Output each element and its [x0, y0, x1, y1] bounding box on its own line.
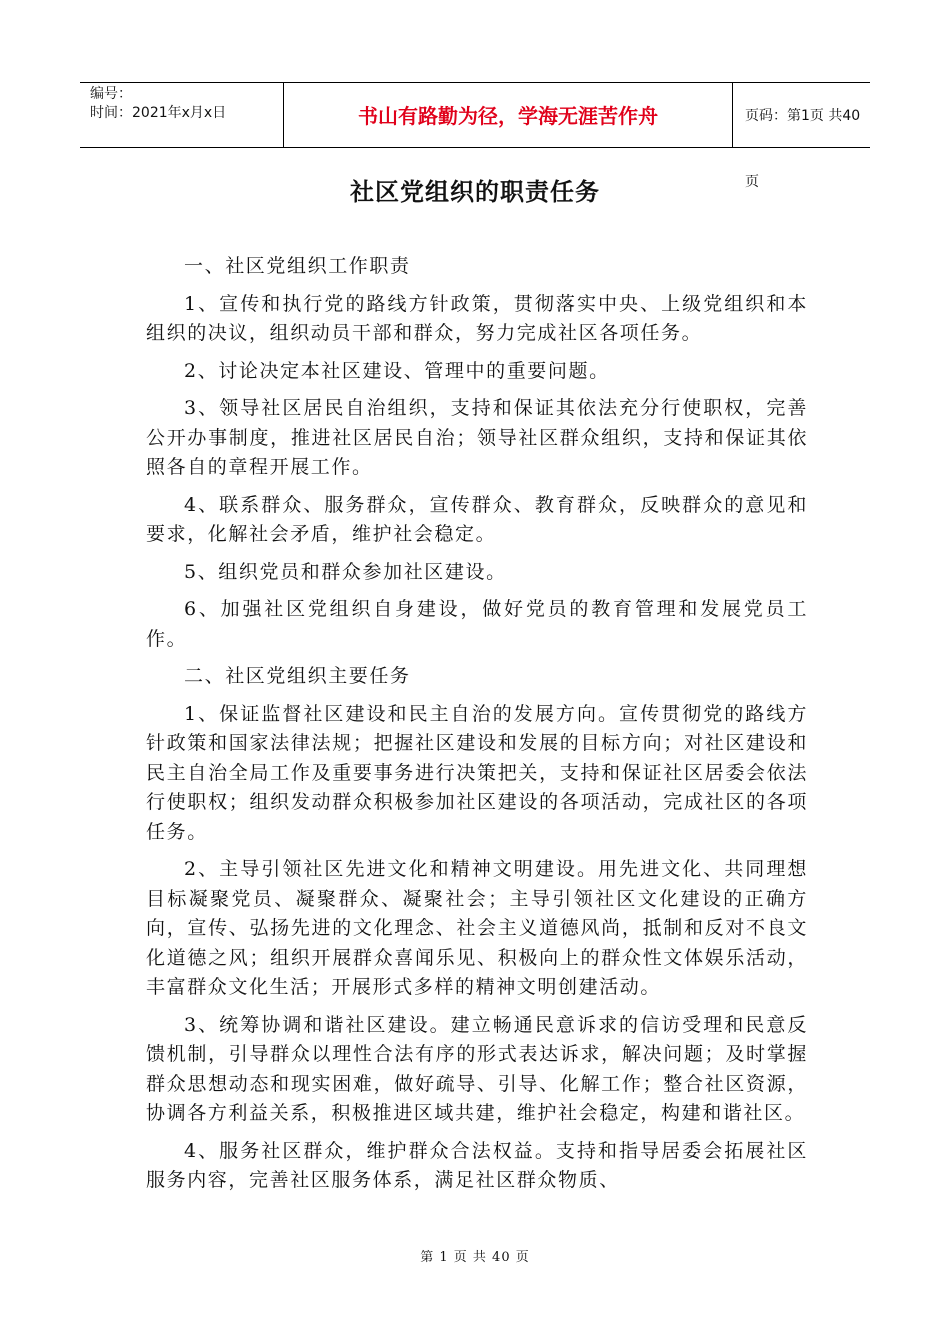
- paragraph: 4、联系群众、服务群众，宣传群众、教育群众，反映群众的意见和要求，化解社会矛盾，维护社会稳定。: [146, 493, 808, 545]
- header-motto: 书山有路勤为径，学海无涯苦作舟: [283, 83, 733, 147]
- document-header: [80, 82, 870, 190]
- section-heading-1: 一、社区党组织工作职责: [184, 255, 411, 277]
- paragraph: 2、主导引领社区先进文化和精神文明建设。用先进文化、共同理想目标凝聚党员、凝聚群众、凝聚社会；主导引领社区文化建设的正确方向，宣传、弘扬先进的文化理念、社会主义道德风尚，抵制和反对不良文化道德之风；组织开展群众喜闻乐见、积极向上的群众性文体娱乐活动，丰富群众文化生活；开展形式多样的精神文明创建活动。: [146, 858, 808, 998]
- paragraph: 1、宣传和执行党的路线方针政策，贯彻落实中央、上级党组织和本组织的决议，组织动员干部和群众，努力完成社区各项任务。: [146, 292, 808, 344]
- paragraph: 5、组织党员和群众参加社区建设。: [184, 560, 507, 583]
- section-heading-2: 二、社区党组织主要任务: [184, 665, 411, 687]
- document-number-label: 编号：: [90, 86, 132, 102]
- header-page-code: 页码：第1页 共40页: [745, 108, 861, 190]
- paragraph: 6、加强社区党组织自身建设，做好党员的教育管理和发展党员工作。: [146, 598, 808, 650]
- paragraph: 2、讨论决定本社区建设、管理中的重要问题。: [184, 359, 610, 382]
- header-meta: [80, 83, 283, 147]
- paragraph: 3、统筹协调和谐社区建设。建立畅通民意诉求的信访受理和民意反馈机制，引导群众以理性合法有序的形式表达诉求，解决问题；及时掌握群众思想动态和现实困难，做好疏导、引导、化解工作；整合社区资源，协调各方利益关系，积极推进区域共建，维护社会稳定，构建和谐社区。: [146, 1013, 808, 1124]
- paragraph: 4、服务社区群众，维护群众合法权益。支持和指导居委会拓展社区服务内容，完善社区服务体系，满足社区群众物质、: [146, 1139, 808, 1191]
- paragraph: 3、领导社区居民自治组织，支持和保证其依法充分行使职权，完善公开办事制度，推进社区居民自治；领导社区群众组织，支持和保证其依照各自的章程开展工作。: [146, 397, 808, 478]
- document-title: 社区党组织的职责任务: [350, 178, 600, 206]
- paragraph: 1、保证监督社区建设和民主自治的发展方向。宣传贯彻党的路线方针政策和国家法律法规；把握社区建设和发展的目标方向；对社区建设和民主自治全局工作及重要事务进行决策把关，支持和保证社区居委会依法行使职权；组织发动群众积极参加社区建设的各项活动，完成社区的各项任务。: [146, 702, 808, 843]
- page-footer: 第 1 页 共 40 页: [420, 1250, 530, 1265]
- document-time-label: 时间：2021年x月x日: [90, 105, 227, 121]
- document-body: [146, 252, 808, 1204]
